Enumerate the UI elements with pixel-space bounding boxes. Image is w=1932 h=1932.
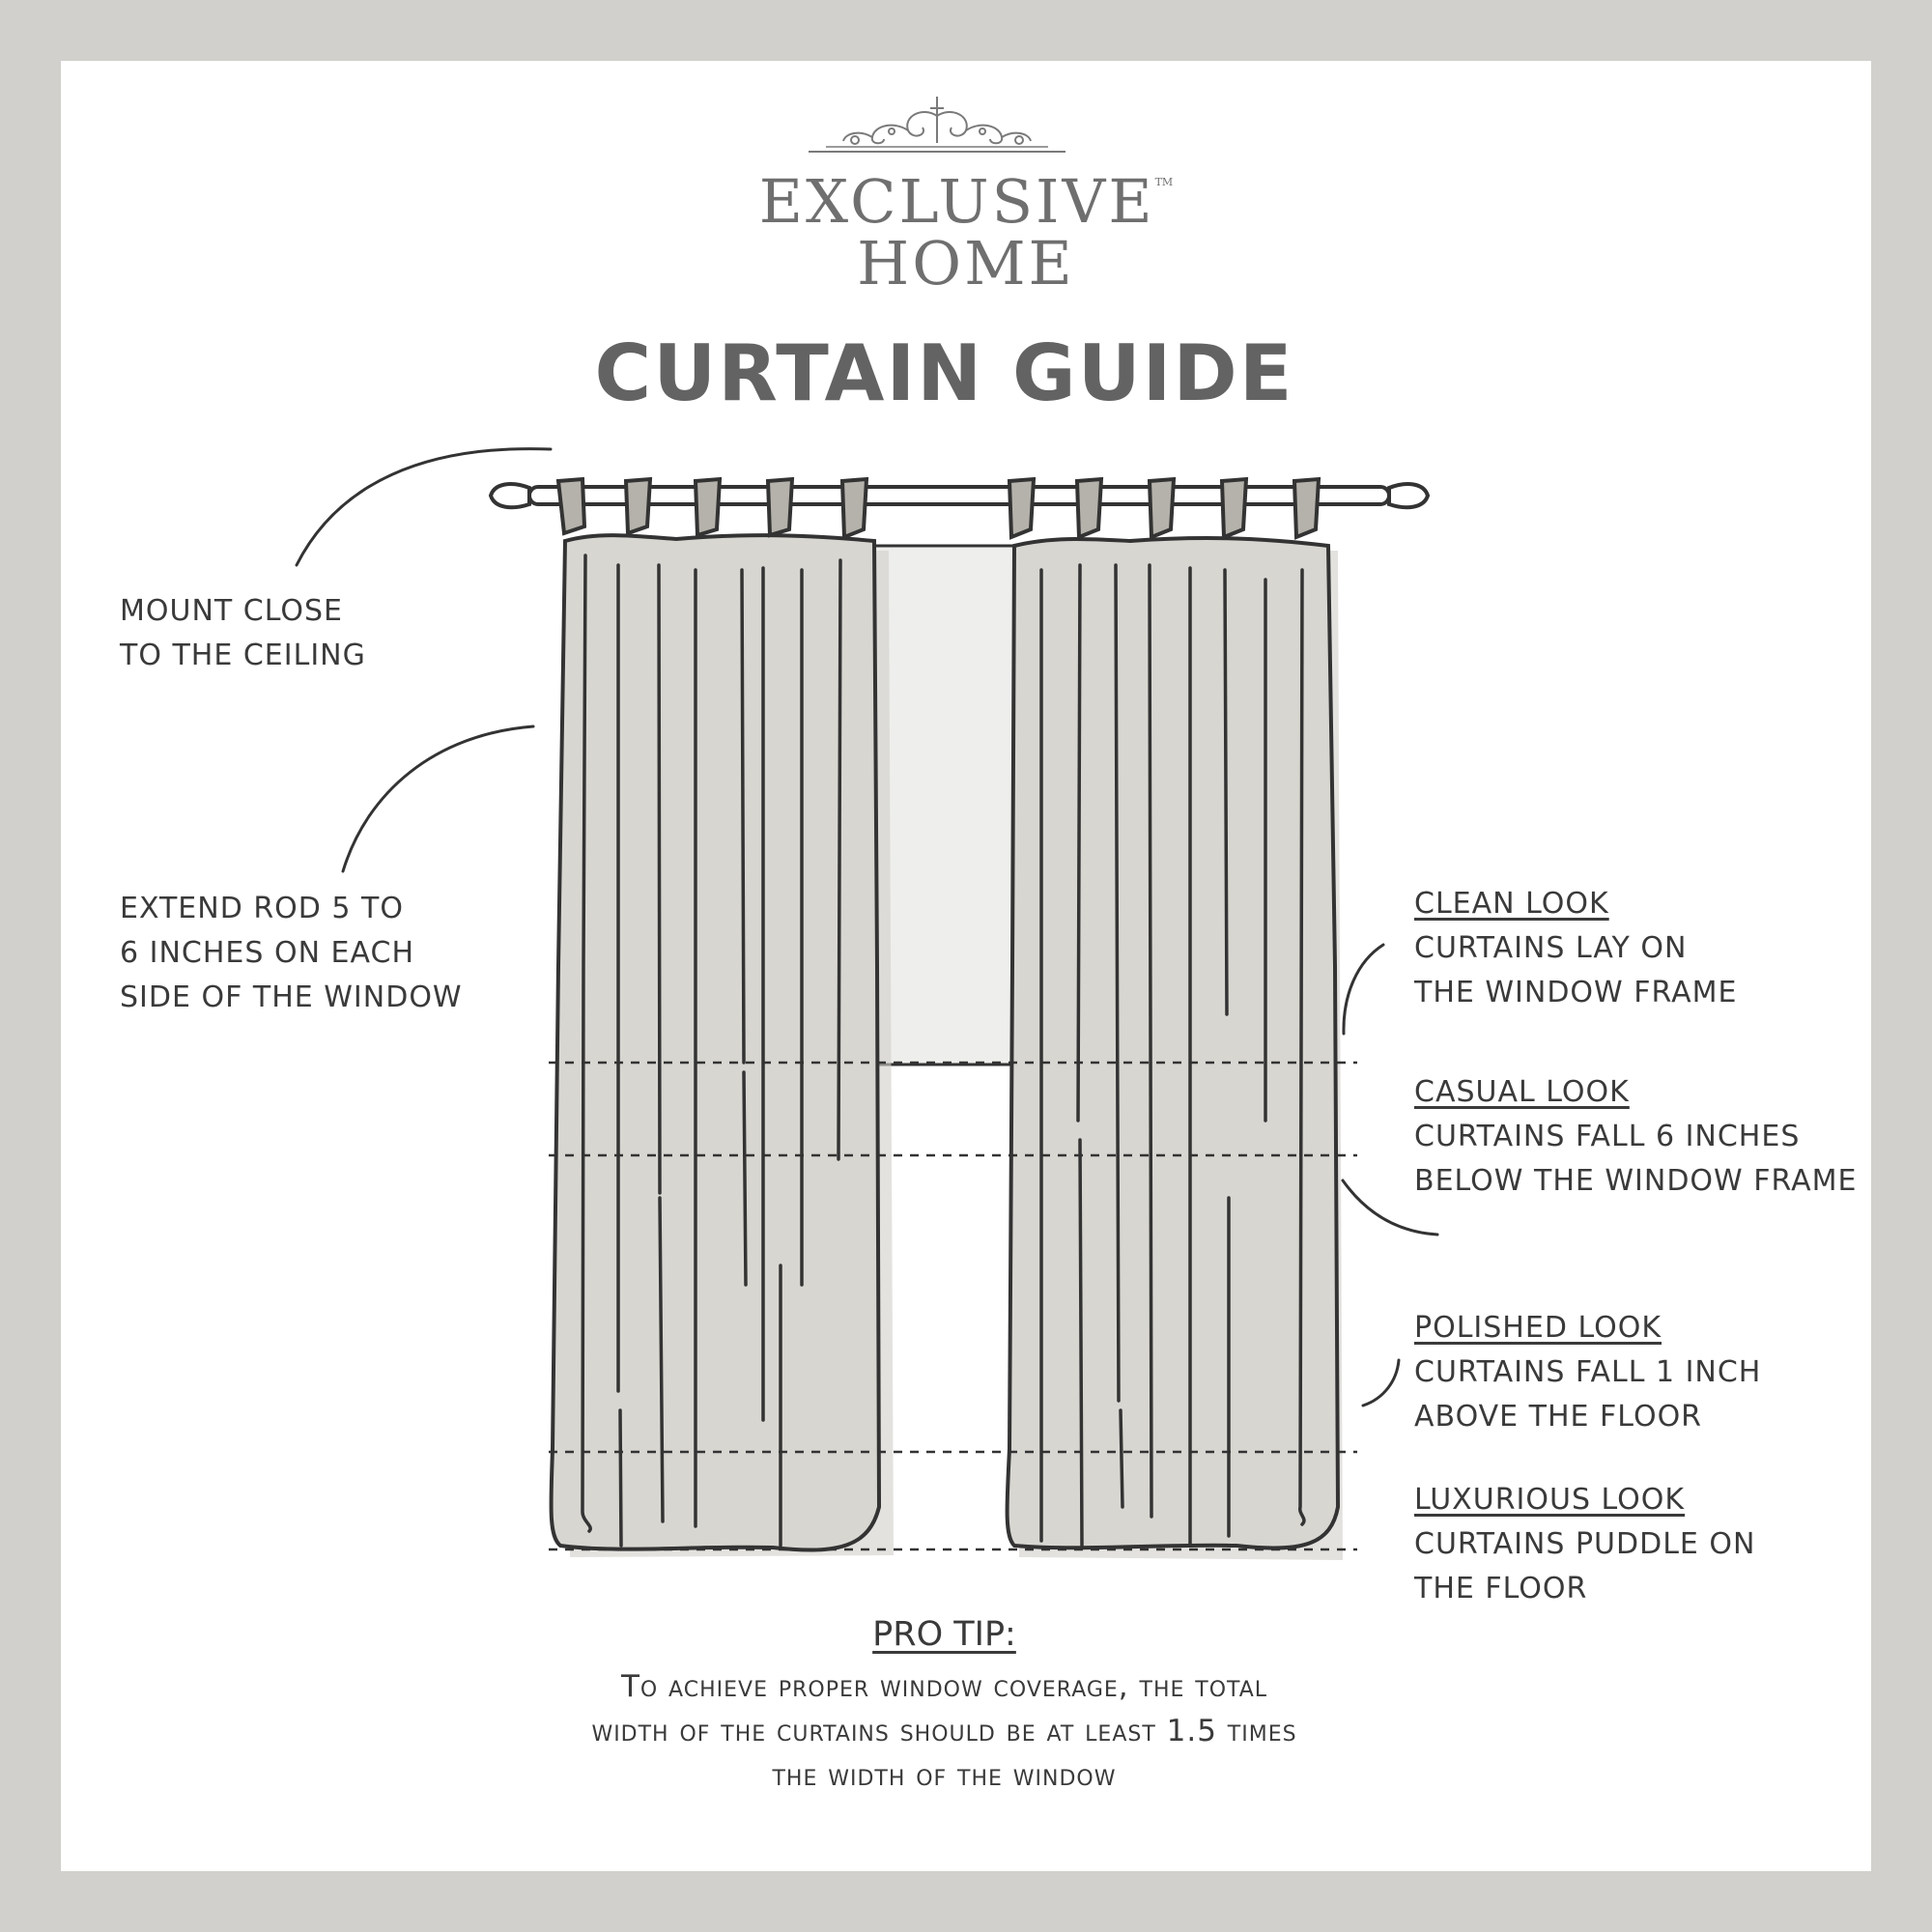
tab-loop (1294, 479, 1319, 537)
clean-leader (1344, 945, 1383, 1034)
tab-loop (626, 479, 650, 533)
right-curtain (1008, 538, 1338, 1548)
tab-loop (842, 479, 867, 537)
window-pane (874, 546, 1024, 1065)
brand-name-line2: HOME (857, 228, 1075, 298)
page-title: CURTAIN GUIDE (594, 328, 1294, 418)
tab-loop (1222, 479, 1246, 537)
tab-loop (558, 479, 584, 533)
left-curtain (551, 535, 879, 1549)
brand-name-line1: EXCLUSIVE™ (758, 166, 1174, 237)
extend-rod-note: EXTEND ROD 5 TO 6 INCHES ON EACH SIDE OF THE WINDOW (120, 892, 463, 1014)
tab-loop (1077, 479, 1101, 537)
tab-loop (768, 479, 792, 535)
extend-leader (343, 726, 533, 871)
clean-look-note: CLEAN LOOK CURTAINS LAY ON THE WINDOW FRAME (1414, 887, 1738, 1009)
tab-loop (1009, 479, 1034, 537)
luxurious-look-note: LUXURIOUS LOOK CURTAINS PUDDLE ON THE FLOOR (1414, 1483, 1756, 1605)
tab-loop (696, 479, 720, 535)
polished-look-note: POLISHED LOOK CURTAINS FALL 1 INCH ABOVE THE FLOOR (1414, 1311, 1762, 1434)
casual-look-note: CASUAL LOOK CURTAINS FALL 6 INCHES BELOW THE WINDOW FRAME (1414, 1075, 1858, 1198)
pro-tip-heading: PRO TIP: (872, 1615, 1016, 1654)
tab-loop (1150, 479, 1174, 537)
mount-close-note: MOUNT CLOSE TO THE CEILING (120, 594, 366, 672)
pro-tip-text: To achieve proper window coverage, the total width of the curtains should be at least 1.5 times the width of the window (591, 1669, 1297, 1793)
polished-leader (1363, 1360, 1399, 1406)
